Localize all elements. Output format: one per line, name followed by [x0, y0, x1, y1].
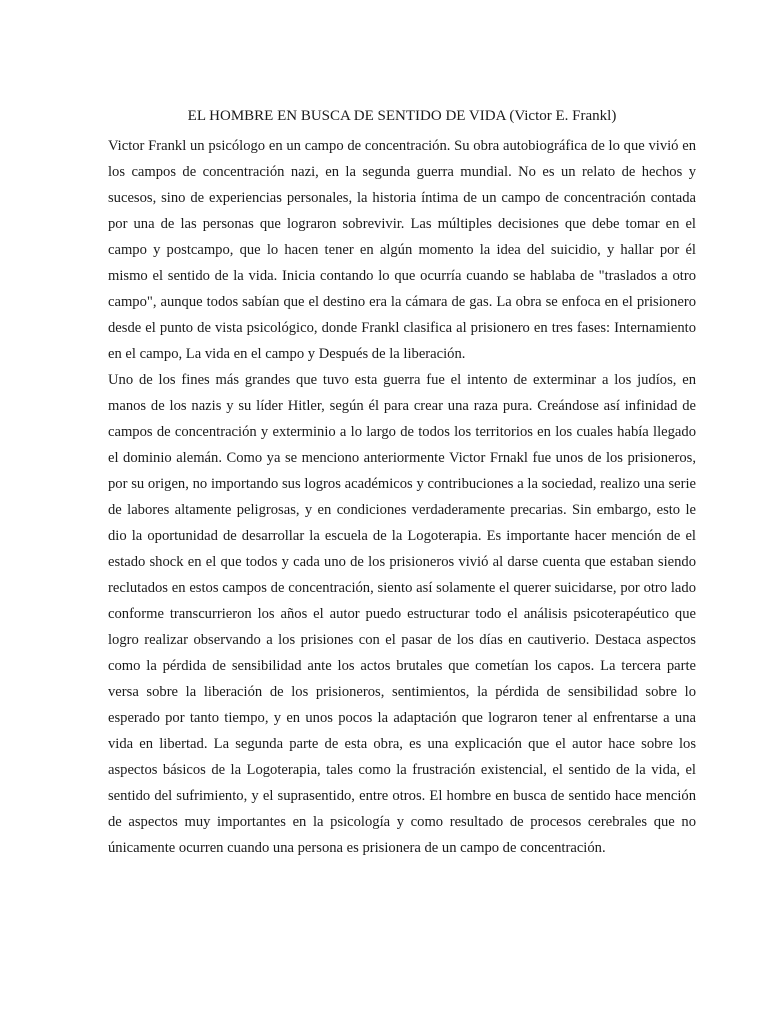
- document-body: [108, 133, 696, 861]
- body-paragraph-2: Uno de los fines más grandes que tuvo esta guerra fue el intento de exterminar a los judíos, en manos de los nazis y su líder Hitler, según él para crear una raza pura. Creándose así infinidad de campos de concentración y exterminio a lo largo de todos los territorios en los cuales había llegado el dominio alemán. Como ya se menciono anteriormente Victor Frnakl fue unos de los prisioneros, por su origen, no importando sus logros académicos y contribuciones a la sociedad, realizo una serie de labores altamente peligrosas, y en condiciones verdaderamente precarias. Sin embargo, esto le dio la oportunidad de desarrollar la escuela de la Logoterapia. Es importante hacer mención de el estado shock en el que todos y cada uno de los prisioneros vivió al darse cuenta que estaban siendo reclutados en estos campos de concentración, siento así solamente el querer suicidarse, por otro lado conforme transcurrieron los años el autor puedo estructurar todo el análisis psicoterapéutico que logro realizar observando a los prisiones con el pasar de los días en cautiverio. Destaca aspectos como la pérdida de sensibilidad ante los actos brutales que cometían los capos. La tercera parte versa sobre la liberación de los prisioneros, sentimientos, la pérdida de sensibilidad sobre lo esperado por tanto tiempo, y en unos pocos la adaptación que lograron tener al enfrentarse a una vida en libertad. La segunda parte de esta obra, es una explicación que el autor hace sobre los aspectos básicos de la Logoterapia, tales como la frustración existencial, el sentido de la vida, el sentido del sufrimiento, y el suprasentido, entre otros. El hombre en busca de sentido hace mención de aspectos muy importantes en la psicología y como resultado de procesos cerebrales que no únicamente ocurren cuando una persona es prisionera de un campo de concentración.: [108, 372, 696, 856]
- document-title: EL HOMBRE EN BUSCA DE SENTIDO DE VIDA (Victor E. Frankl): [187, 108, 617, 124]
- body-paragraph-1: Victor Frankl un psicólogo en un campo de concentración. Su obra autobiográfica de lo que vivió en los campos de concentración nazi, en la segunda guerra mundial. No es un relato de hechos y sucesos, sino de experiencias personales, la historia íntima de un campo de concentración contada por una de las personas que lograron sobrevivir. Las múltiples decisiones que debe tomar en el campo y postcampo, que lo hacen tener en algún momento la idea del suicidio, y hallar por él mismo el sentido de la vida. Inicia contando lo que ocurría cuando se hablaba de "traslados a otro campo", aunque todos sabían que el destino era la cámara de gas. La obra se enfoca en el prisionero desde el punto de vista psicológico, donde Frankl clasifica al prisionero en tres fases: Internamiento en el campo, La vida en el campo y Después de la liberación.: [108, 138, 696, 362]
